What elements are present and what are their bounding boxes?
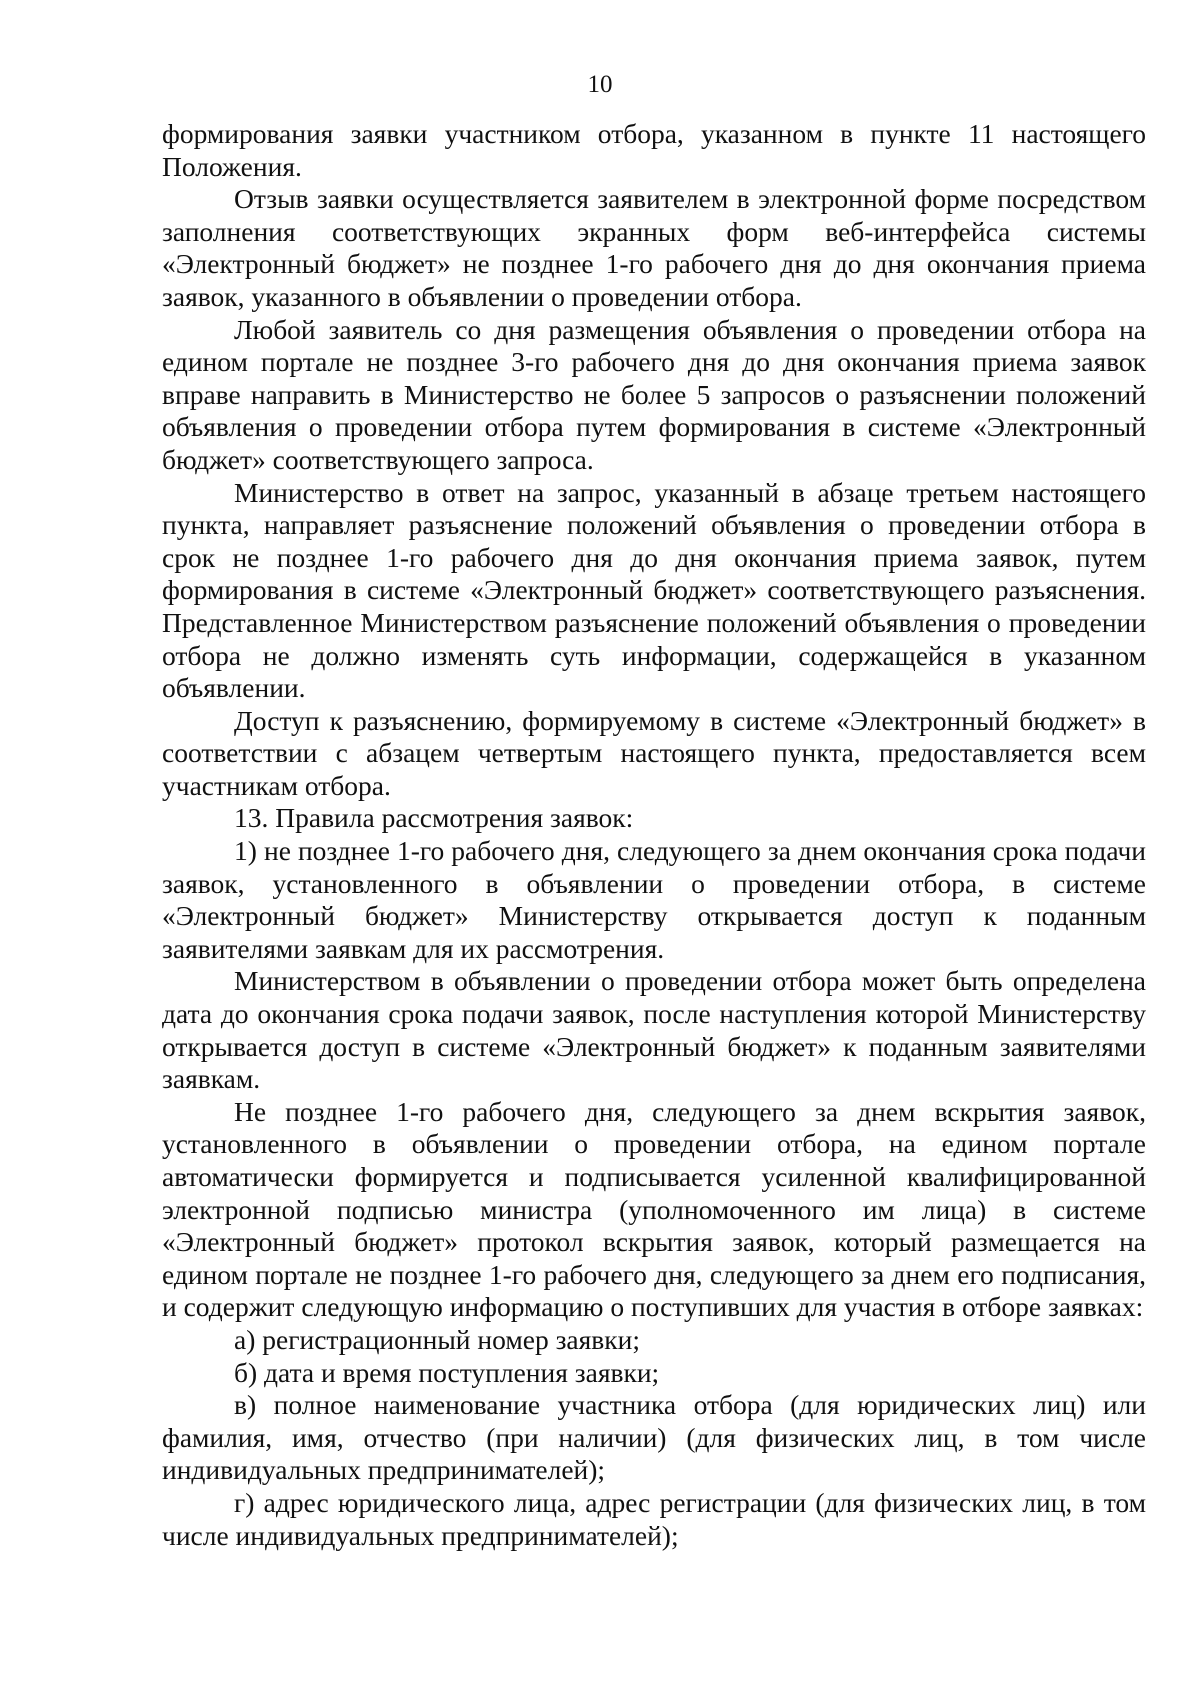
paragraph: Не позднее 1-го рабочего дня, следующего за днем вскрытия заявок, установленного в объявлении о проведении отбора, на едином портале автоматически формируется и подписывается усиленной квалифицированной электронной подписью министра (уполномоченного им лица) в системе «Электронный бюджет» протокол вскрытия заявок, который размещается на едином портале не позднее 1-го рабочего дня, следующего за днем его подписания, и содержит следующую информацию о поступивших для участия в отборе заявках: (162, 1095, 1146, 1323)
page-number: 10 (587, 71, 613, 98)
paragraph: Любой заявитель со дня размещения объявления о проведении отбора на едином портале не позднее 3-го рабочего дня до дня окончания приема заявок вправе направить в Министерство не более 5 запросов о разъяснении положений объявления о проведении отбора путем формирования в системе «Электронный бюджет» соответствующего запроса. (162, 313, 1146, 475)
paragraph-continuation: формирования заявки участником отбора, указанном в пункте 11 настоящего Положения. (162, 118, 1146, 182)
paragraph: 1) не позднее 1-го рабочего дня, следующего за днем окончания срока подачи заявок, установленного в объявлении о проведении отбора, в системе «Электронный бюджет» Министерству открывается доступ к поданным заявителями заявкам для их рассмотрения. (162, 835, 1146, 964)
list-item: а) регистрационный номер заявки; (234, 1323, 640, 1355)
section-heading: 13. Правила рассмотрения заявок: (234, 802, 634, 834)
list-item: в) полное наименование участника отбора (для юридических лиц) или фамилия, имя, отчество (при наличии) (для физических лиц, в том числе индивидуальных предпринимателей); (162, 1389, 1146, 1486)
paragraph: Отзыв заявки осуществляется заявителем в электронной форме посредством заполнения соответствующих экранных форм веб-интерфейса системы «Электронный бюджет» не позднее 1-го рабочего дня до дня окончания приема заявок, указанного в объявлении о проведении отбора. (162, 183, 1146, 312)
list-item: б) дата и время поступления заявки; (234, 1356, 660, 1388)
list-item: г) адрес юридического лица, адрес регистрации (для физических лиц, в том числе индивидуальных предпринимателей); (162, 1486, 1146, 1551)
paragraph: Министерство в ответ на запрос, указанный в абзаце третьем настоящего пункта, направляет разъяснение положений объявления о проведении отбора в срок не позднее 1-го рабочего дня до дня окончания приема заявок, путем формирования в системе «Электронный бюджет» соответствующего разъяснения. Представленное Министерством разъяснение положений объявления о проведении отбора не должно изменять суть информации, содержащейся в указанном объявлении. (162, 476, 1146, 704)
paragraph: Доступ к разъяснению, формируемому в системе «Электронный бюджет» в соответствии с абзацем четвертым настоящего пункта, предоставляется всем участникам отбора. (162, 704, 1146, 801)
paragraph: Министерством в объявлении о проведении отбора может быть определена дата до окончания срока подачи заявок, после наступления которой Министерству открывается доступ в системе «Электронный бюджет» к поданным заявителями заявкам. (162, 965, 1146, 1095)
document-body (162, 118, 1146, 1552)
